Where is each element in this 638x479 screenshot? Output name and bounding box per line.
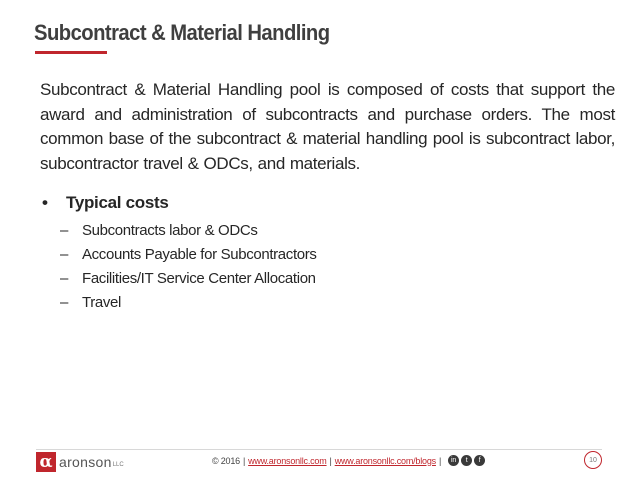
social-links: [448, 455, 487, 466]
separator: |: [438, 455, 442, 466]
dash-marker: –: [60, 246, 68, 263]
copyright: © 2016: [212, 455, 240, 466]
dash-marker: –: [60, 222, 68, 239]
dash-marker: –: [60, 294, 68, 311]
list-item: [60, 267, 602, 291]
separator: |: [329, 455, 332, 466]
logo-text: aronson: [59, 454, 112, 470]
bullet-typical-costs: [42, 193, 602, 213]
website-link[interactable]: www.aronsonllc.com: [248, 455, 327, 466]
list-item-text: Travel: [82, 294, 122, 311]
company-logo: [36, 451, 124, 473]
blog-link[interactable]: www.aronsonllc.com/blogs: [334, 455, 436, 466]
linkedin-icon[interactable]: in: [448, 455, 459, 466]
dash-marker: –: [60, 270, 68, 287]
list-item-text: Subcontracts labor & ODCs: [82, 222, 258, 239]
list-item: [60, 243, 602, 267]
alpha-logo-icon: α: [36, 452, 56, 472]
list-item: [60, 291, 602, 315]
title-underline: [35, 51, 107, 54]
slide-title: Subcontract & Material Handling: [34, 20, 330, 45]
list-item-text: Facilities/IT Service Center Allocation: [82, 270, 316, 287]
logo-suffix: LLC: [112, 462, 124, 468]
footer-divider: [36, 449, 602, 450]
sub-bullet-list: [60, 219, 602, 315]
body-paragraph: Subcontract & Material Handling pool is composed of costs that support the award and administration of subcontracts and purchase orders. The most common base of the subcontract & material handling pool is subcontract labor, subcontractor travel & ODCs, and materials.: [40, 80, 615, 173]
facebook-icon[interactable]: f: [474, 455, 485, 466]
page-number: 10: [584, 451, 602, 469]
footer-links: [212, 455, 487, 466]
twitter-icon[interactable]: t: [461, 455, 472, 466]
bullet-list: [42, 193, 602, 315]
list-item: [60, 219, 602, 243]
list-item-text: Accounts Payable for Subcontractors: [82, 246, 317, 263]
separator: |: [242, 455, 246, 466]
bullet-marker: •: [42, 193, 48, 212]
bullet-heading: Typical costs: [66, 193, 169, 212]
